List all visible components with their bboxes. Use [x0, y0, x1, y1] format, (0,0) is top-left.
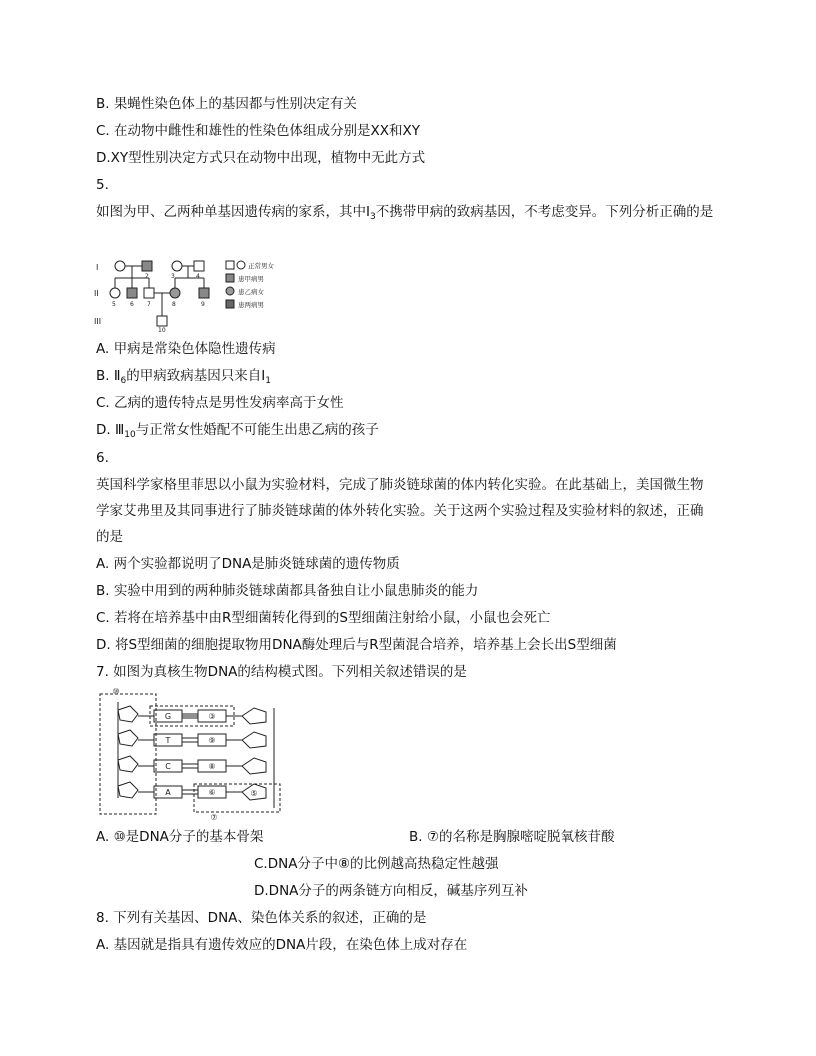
id-2: 2	[145, 273, 149, 280]
q6-number: 6.	[96, 450, 109, 466]
gen-label: III	[94, 317, 102, 326]
label-5: ⑤	[250, 789, 258, 798]
legend-normal: 正常男女	[248, 262, 274, 270]
base-c: C	[165, 762, 171, 771]
label-7: ⑦	[210, 813, 218, 822]
label-6: ⑥	[208, 788, 216, 797]
gen-label: II	[94, 289, 99, 298]
id-7: 7	[147, 301, 151, 308]
id-5: 5	[112, 301, 116, 308]
id-10: 10	[158, 327, 166, 332]
q5-option-a: A. 甲病是常染色体隐性遗传病	[96, 341, 276, 357]
q6-option-c: C. 若将在培养基中由R型细菌转化得到的S型细菌注射给小鼠，小鼠也会死亡	[96, 610, 551, 626]
q6-stem: 英国科学家格里菲思以小鼠为实验材料，完成了肺炎链球菌的体内转化实验。在此基础上，美国微生物学家艾弗里及其同事进行了肺炎链球菌的体外转化实验。关于这两个实验过程及实验材料的叙述，正确的是	[96, 477, 704, 545]
q7-stem: 7. 如图为真核生物DNA的结构模式图。下列相关叙述错误的是	[96, 664, 467, 680]
base-t: T	[165, 736, 171, 745]
legend-disease-a-male: 患甲病男	[238, 275, 264, 283]
q5-option-b: B. $Ⅱ_6$的甲病致病基因只来自$Ⅰ_1$	[96, 368, 271, 386]
q8-option-a: A. 基因就是指具有遗传效应的DNA片段，在染色体上成对存在	[96, 937, 468, 953]
gen-label: I	[96, 263, 99, 272]
id-9: 9	[201, 301, 205, 308]
q8-stem: 8. 下列有关基因、DNA、染色体关系的叙述，正确的是	[96, 910, 427, 926]
q7-option-a: A. ⑩是DNA分子的基本骨架	[96, 829, 264, 845]
base-g: G	[164, 712, 172, 721]
legend-both-male: 患两病男	[238, 301, 264, 309]
label-10: ⑩	[112, 688, 120, 696]
q5-number: 5.	[96, 177, 109, 193]
label-9: ⑨	[208, 736, 216, 745]
id-6: 6	[130, 301, 134, 308]
base-a: A	[165, 788, 171, 797]
q4-option-d: D.XY型性别决定方式只在动物中出现，植物中无此方式	[96, 150, 426, 166]
q4-option-b: B. 果蝇性染色体上的基因都与性别决定有关	[96, 96, 357, 112]
label-3: ③	[208, 712, 216, 721]
q6-option-a: A. 两个实验都说明了DNA是肺炎链球菌的遗传物质	[96, 556, 400, 572]
pedigree-diagram	[92, 256, 292, 332]
q5-stem: 如图为甲、乙两种单基因遗传病的家系，其中$Ⅰ_3$不携带甲病的致病基因，不考虑变异。下列分析正确的是	[96, 204, 714, 222]
id-3: 3	[171, 273, 175, 280]
legend-disease-b-female: 患乙病女	[238, 288, 264, 296]
dna-structure-diagram	[94, 688, 294, 822]
q4-option-c: C. 在动物中雌性和雄性的性染色体组成分别是XX和XY	[96, 123, 420, 139]
id-8: 8	[172, 301, 176, 308]
q7-option-d: D.DNA分子的两条链方向相反，碱基序列互补	[254, 883, 528, 899]
label-8: ⑧	[208, 762, 216, 771]
q7-option-c: C.DNA分子中⑧的比例越高热稳定性越强	[254, 856, 499, 872]
q5-option-c: C. 乙病的遗传特点是男性发病率高于女性	[96, 395, 344, 411]
q7-option-b: B. ⑦的名称是胸腺嘧啶脱氧核苷酸	[409, 829, 615, 845]
q5-option-d: D. $Ⅲ_{10}$与正常女性婚配不可能生出患乙病的孩子	[96, 422, 379, 440]
q6-option-b: B. 实验中用到的两种肺炎链球菌都具备独自让小鼠患肺炎的能力	[96, 583, 479, 599]
q6-option-d: D. 将S型细菌的细胞提取物用DNA酶处理后与R型菌混合培养，培养基上会长出S型细菌	[96, 637, 617, 653]
id-4: 4	[196, 273, 200, 280]
